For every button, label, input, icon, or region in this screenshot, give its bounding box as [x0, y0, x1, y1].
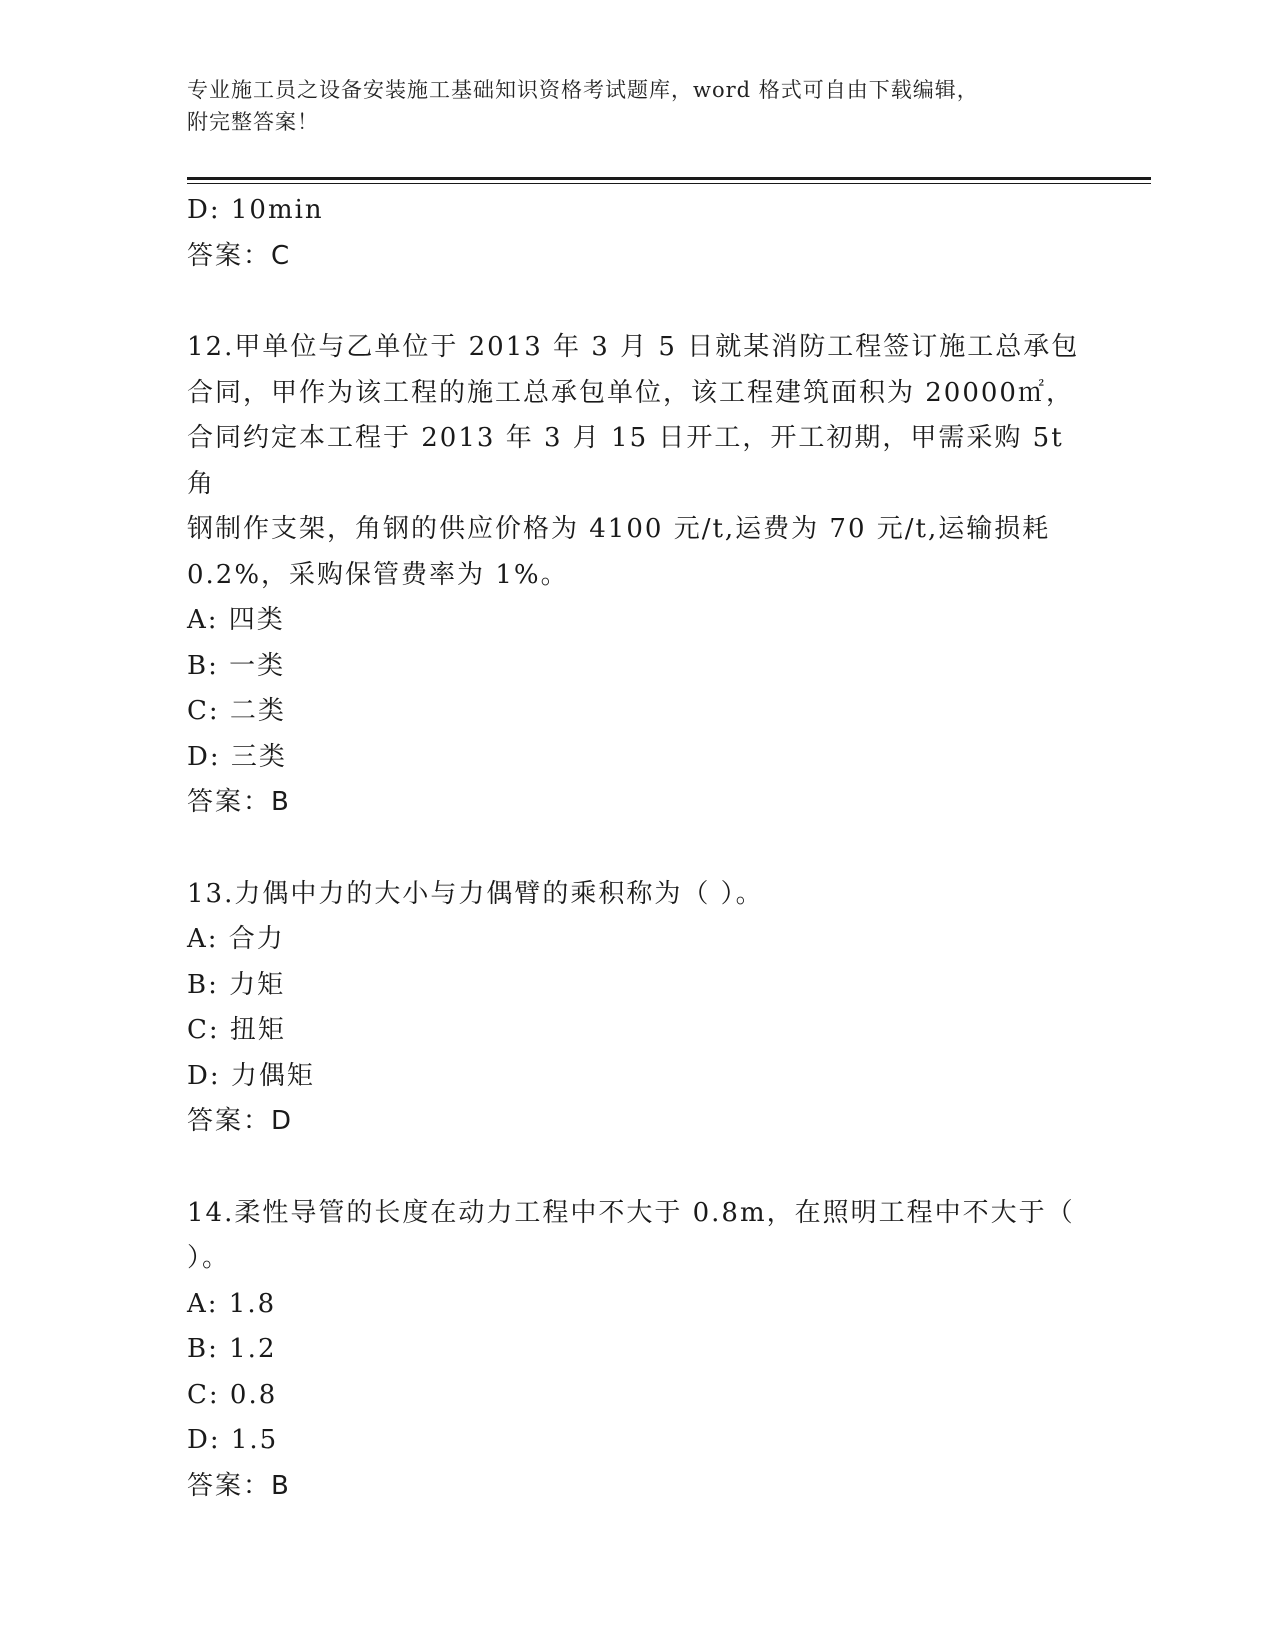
- option-d: D: 1.5: [187, 1425, 279, 1455]
- spacer: [187, 279, 1087, 325]
- option-a: A: 1.8: [187, 1288, 277, 1319]
- option-d: D: 力偶矩: [187, 1060, 315, 1091]
- option-b: B: 力矩: [187, 969, 286, 1000]
- spacer: [187, 826, 1087, 872]
- question-14: [187, 1191, 1087, 1510]
- answer-line: 答案：C: [187, 240, 292, 271]
- question-stem-line: 钢制作支架，角钢的供应价格为 4100 元/t,运费为 70 元/t,运输损耗: [187, 514, 1051, 544]
- document-header: [187, 74, 1067, 138]
- previous-question-tail: [187, 188, 1087, 279]
- question-stem-line: 12.甲单位与乙单位于 2013 年 3 月 5 日就某消防工程签订施工总承包: [187, 332, 1080, 362]
- question-stem-line: 0.2%，采购保管费率为 1%。: [187, 559, 569, 590]
- option-b: B: 一类: [187, 650, 286, 681]
- option-d: D: 三类: [187, 741, 287, 772]
- question-stem-line: ）。: [187, 1243, 231, 1273]
- document-body: [187, 188, 1087, 1509]
- option-a: A: 合力: [187, 924, 285, 954]
- question-stem-line: 合同，甲作为该工程的施工总承包单位，该工程建筑面积为 20000㎡，: [187, 377, 1074, 408]
- question-13: [187, 872, 1087, 1145]
- question-12: [187, 325, 1087, 826]
- option-b: B: 1.2: [187, 1334, 277, 1364]
- answer-line: 答案：B: [187, 787, 291, 817]
- answer-line: 答案：B: [187, 1470, 291, 1501]
- option-c: C: 二类: [187, 696, 286, 726]
- question-stem-line: 合同约定本工程于 2013 年 3 月 15 日开工，开工初期，甲需采购 5t 角: [187, 423, 1074, 499]
- header-divider-thin: [187, 183, 1151, 184]
- option-a: A: 四类: [187, 605, 285, 635]
- question-stem-line: 14.柔性导管的长度在动力工程中不大于 0.8m，在照明工程中不大于（: [187, 1197, 1075, 1228]
- spacer: [187, 1145, 1087, 1191]
- option-d: D: 10min: [187, 195, 324, 225]
- answer-line: 答案：D: [187, 1106, 294, 1136]
- header-divider-thick: [187, 177, 1151, 180]
- question-stem-line: 13.力偶中力的大小与力偶臂的乘积称为（ ）。: [187, 878, 764, 909]
- header-line-1: 专业施工员之设备安装施工基础知识资格考试题库，word 格式可自由下载编辑，: [187, 78, 979, 102]
- option-c: C: 0.8: [187, 1379, 278, 1410]
- header-line-2: 附完整答案！: [187, 110, 319, 134]
- option-c: C: 扭矩: [187, 1015, 286, 1045]
